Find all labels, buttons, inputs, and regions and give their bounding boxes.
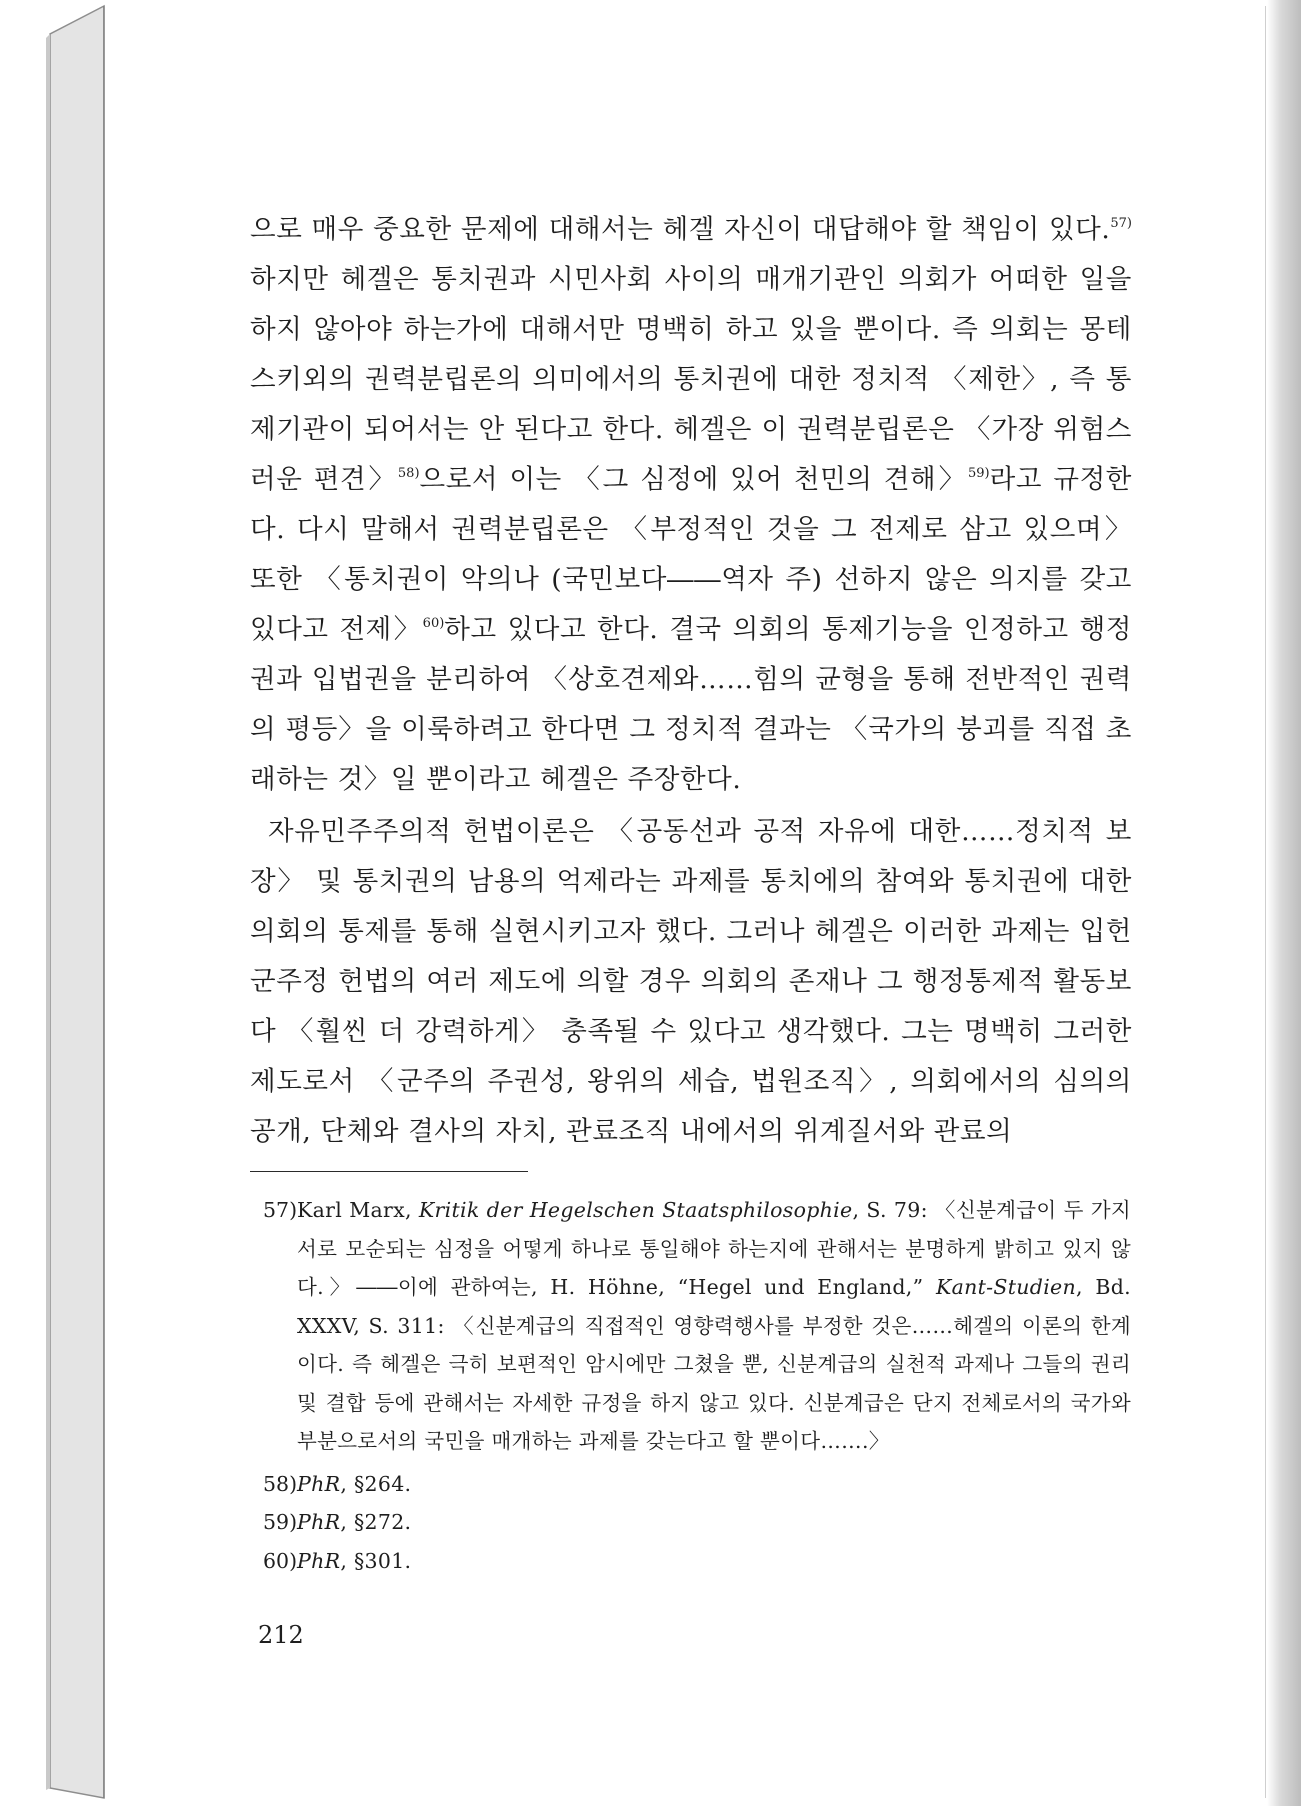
footnote-ref-57: 57) <box>1110 216 1132 231</box>
footnote-text: PhR, §272. <box>297 1510 412 1534</box>
footnote-57 <box>263 1191 1131 1461</box>
footnote-text: Karl Marx, Kritik der Hegelschen Staatsphilosophie, S. 79: 〈신분계급이 두 가지 서로 모순되는 심정을 어떻게 하나로 통일해야 하는지에 관해서는 분명하게 밝히고 있지 않다.〉――이에 관하여는, H. Höhne, “Hegel und England,” Kant-Studien, Bd. XXXV, S. 311: 〈신분계급의 직접적인 영향력행사를 부정한 것은……헤겔의 이론의 한계이다. 즉 헤겔은 극히 보편적인 암시에만 그쳤을 뿐, 신분계급의 실천적 과제나 그들의 권리 및 결합 등에 관해서는 자세한 규정을 하지 않고 있다. 신분계급은 단지 전체로서의 국가와 부분으로서의 국민을 매개하는 과제를 갖는다고 할 뿐이다…….〉 <box>297 1198 1131 1453</box>
footnote-text: PhR, §264. <box>297 1471 412 1496</box>
footnote-ref-59: 59) <box>968 466 990 481</box>
footnote-58 <box>263 1465 1131 1504</box>
footnote-60 <box>263 1542 1131 1581</box>
footnote-number: 60) <box>263 1548 298 1573</box>
footnote-ref-60: 60) <box>422 616 445 631</box>
main-text <box>250 205 1132 1157</box>
footnote-ref-58: 58) <box>397 466 420 481</box>
page-number: 212 <box>258 1621 304 1649</box>
paragraph-2: 자유민주주의적 헌법이론은 〈공동선과 공적 자유에 대한……정치적 보장〉 및 통치권의 남용의 억제라는 과제를 통치에의 참여와 통치권에 대한 의회의 통제를 통해 실현시키고자 했다. 그러나 헤겔은 이러한 과제는 입헌군주정 헌법의 여러 제도에 의할 경우 의회의 존재나 그 행정통제적 활동보다 〈훨씬 더 강력하게〉 충족될 수 있다고 생각했다. 그는 명백히 그러한 제도로서 〈군주의 주권성, 왕위의 세습, 법원조직〉, 의회에서의 심의의 공개, 단체와 결사의 자치, 관료조직 내에서의 위계질서와 관료의 <box>250 816 1132 1147</box>
book-spine <box>0 0 108 1806</box>
footnotes <box>263 1191 1131 1580</box>
footnote-59 <box>263 1503 1131 1542</box>
paragraph-1: 으로 매우 중요한 문제에 대해서는 헤겔 자신이 대답해야 할 책임이 있다.$^{57)}$ 하지만 헤겔은 통치권과 시민사회 사이의 매개기관인 의회가 어떠한 일을 하지 않아야 하는가에 대해서만 명백히 하고 있을 뿐이다. 즉 의회는 몽테스키외의 권력분립론의 의미에서의 통치권에 대한 정치적 〈제한〉, 즉 통제기관이 되어서는 안 된다고 한다. 헤겔은 이 권력분립론은 〈가장 위험스러운 편견〉$^{58)}$으로서 이는 〈그 심정에 있어 천민의 견해〉$^{59)}$라고 규정한다. 다시 말해서 권력분립론은 〈부정적인 것을 그 전제로 삼고 있으며〉 또한 〈통치권이 악의나 (국민보다――역자 주) 선하지 않은 의지를 갖고 있다고 전제〉$^{60)}$하고 있다고 한다. 결국 의회의 통제기능을 인정하고 행정권과 입법권을 분리하여 〈상호견제와……힘의 균형을 통해 전반적인 권력의 평등〉을 이룩하려고 한다면 그 정치적 결과는 〈국가의 붕괴를 직접 초래하는 것〉일 뿐이라고 헤겔은 주장한다. <box>250 214 1133 795</box>
footnote-text: PhR, §301. <box>297 1548 412 1573</box>
footnote-number: 58) <box>263 1471 298 1496</box>
footnote-separator <box>250 1171 528 1172</box>
footnote-number: 57) <box>263 1198 298 1222</box>
footnote-number: 59) <box>263 1510 298 1534</box>
page-right-shadow <box>1267 0 1301 1806</box>
